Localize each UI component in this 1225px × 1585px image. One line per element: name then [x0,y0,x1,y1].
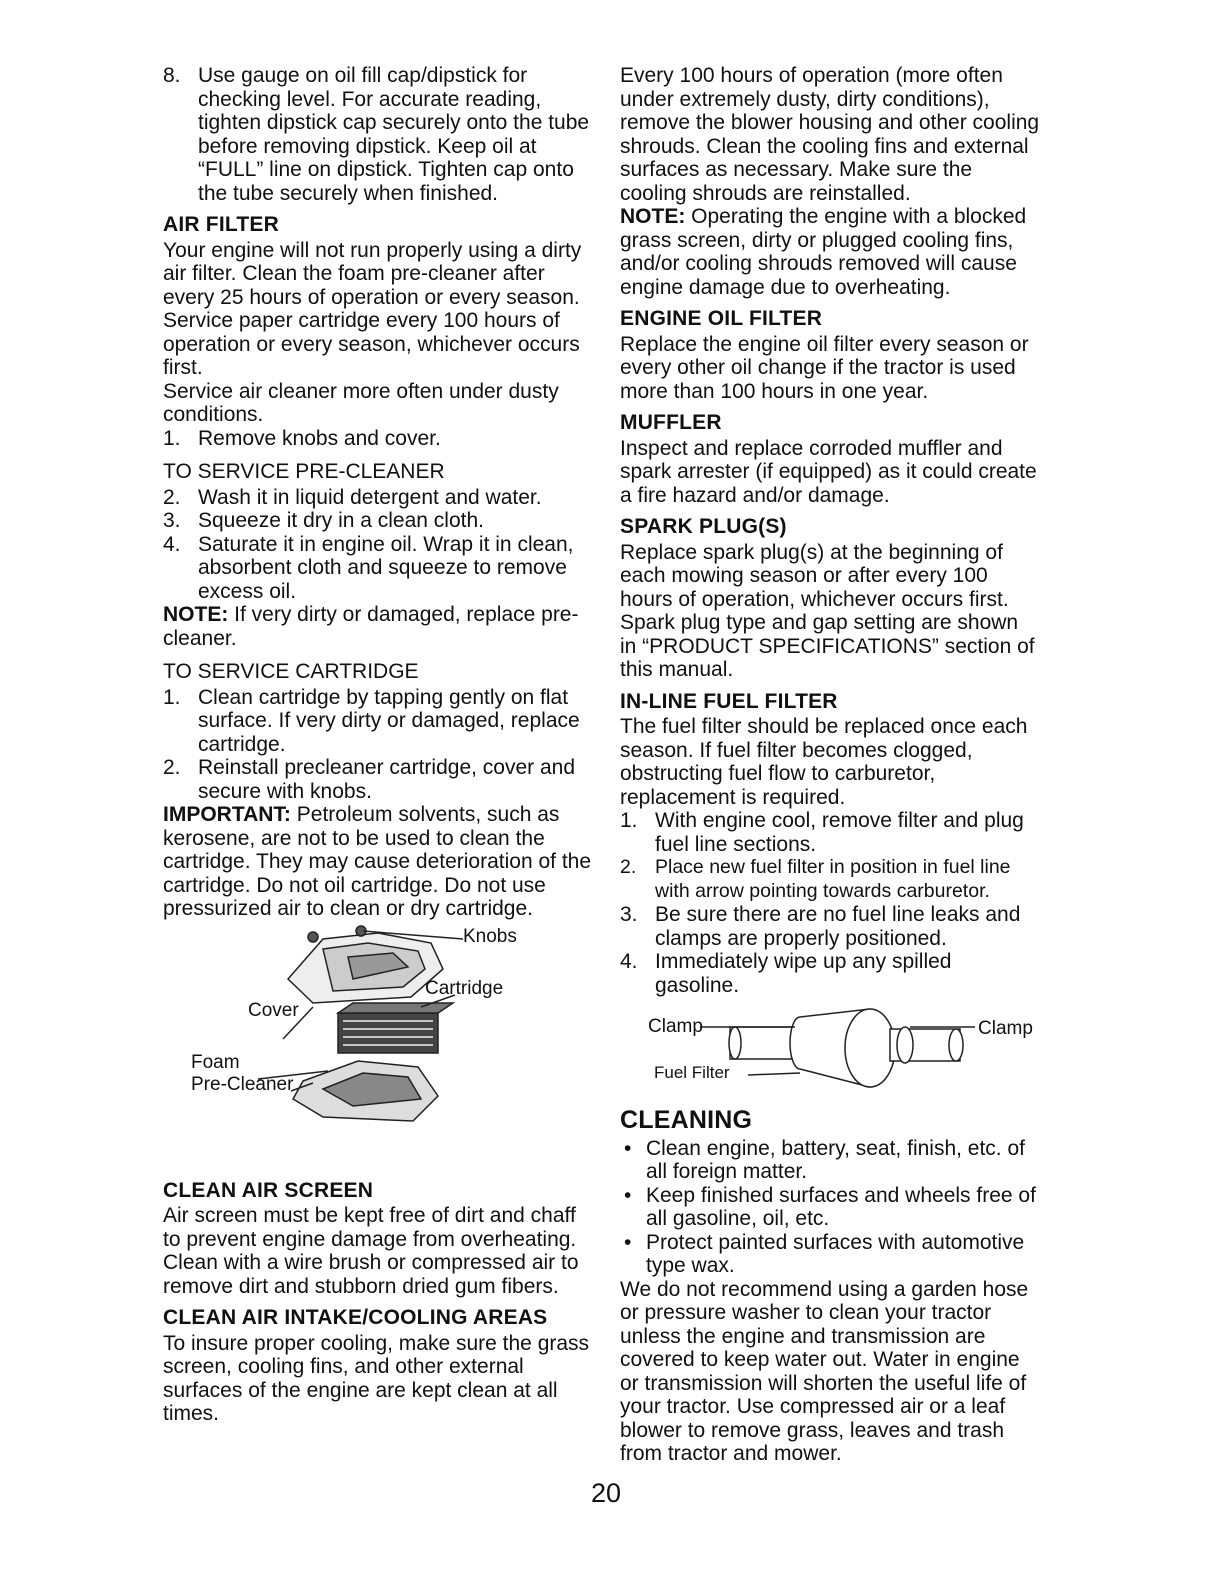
list-item: 2. Wash it in liquid detergent and water. [163,485,542,509]
oil-filter-heading: ENGINE OIL FILTER [620,307,823,330]
important-note: IMPORTANT: Petroleum solvents, such as kerosene, are not to be used to clean the cartridge. They may cause deterioration of the cartridge. Do not oil cartridge. Do not use pressurized air to clean or dry cartridge. [163,803,592,920]
air-filter-diagram [163,921,593,1171]
remove-knobs-step: 1. Remove knobs and cover. [163,426,441,450]
air-filter-heading: AIR FILTER [163,213,279,236]
pre-cleaner-heading: TO SERVICE PRE-CLEANER [163,460,445,483]
cartridge-label: Cartridge [425,977,504,999]
cartridge-steps [163,686,593,804]
list-item: 2. Reinstall precleaner cartridge, cover and secure with knobs. [163,756,576,803]
fuel-filter-text: The fuel filter should be replaced once each season. If fuel filter becomes clogged, obstructing fuel flow to carburetor, replacement is required. [620,715,1028,809]
foam-label: Foam [191,1051,240,1073]
cartridge-heading: TO SERVICE CARTRIDGE [163,660,419,683]
cooling-note: NOTE: Operating the engine with a blocked grass screen, dirty or plugged cooling fins, and/or cooling shrouds removed will cause engine damage due to overheating. [620,205,1027,299]
oil-check-step: 8. Use gauge on oil fill cap/dipstick for checking level. For accurate reading, tighten dipstick cap securely onto the tube before removing dipstick. Keep oil at “FULL” line on dipstick. Tighten cap onto the tube securely when finished. [163,64,593,205]
air-filter-paragraph-2: Service air cleaner more often under dusty conditions. [163,379,559,426]
left-column [163,64,593,1426]
list-item: 4. Saturate it in engine oil. Wrap it in clean, absorbent cloth and squeeze to remove excess oil. [163,532,574,603]
intake-text: To insure proper cooling, make sure the grass screen, cooling fins, and other external surfaces of the engine are kept clean at all times. [163,1331,590,1425]
clean-air-screen-text: Air screen must be kept free of dirt and chaff to prevent engine damage from overheating. Clean with a wire brush or compressed air to remove dirt and stubborn dried gum fibers. [163,1204,579,1298]
oil-filter-text: Replace the engine oil filter every season or every other oil change if the tractor is used more than 100 hours in one year. [620,332,1029,403]
list-item: • Protect painted surfaces with automotive type wax. [624,1230,1025,1277]
pre-cleaner-label: Pre-Cleaner [191,1073,294,1095]
cover-label: Cover [248,999,299,1021]
air-filter-paragraph: Your engine will not run properly using a dirty air filter. Clean the foam pre-cleaner after every 25 hours of operation or every season. Service paper cartridge every 100 hours of operation or every season, whichever occurs first. [163,238,582,379]
list-item: 2. Place new fuel filter in position in fuel line with arrow pointing towards carburetor. [620,856,1011,902]
step-text: Use gauge on oil fill cap/dipstick for checking level. For accurate reading, tighten dipstick cap securely onto the tube before removing dipstick. Keep oil at “FULL” line on dipstick. Tighten cap onto the tube securely when finished. [198,64,590,205]
clamp-right-label: Clamp [978,1018,1033,1039]
clean-air-screen-heading: CLEAN AIR SCREEN [163,1178,374,1202]
page-number: 20 [591,1478,622,1508]
cleaning-heading: CLEANING [620,1106,753,1134]
list-item: 3. Be sure there are no fuel line leaks and clamps are properly positioned. [620,903,1021,950]
cleaning-bullets [620,1137,1040,1278]
pre-cleaner-note: NOTE: If very dirty or damaged, replace pre-cleaner. [163,603,579,650]
knobs-label: Knobs [463,925,517,947]
list-item: 1. With engine cool, remove filter and plug fuel line sections. [620,809,1024,856]
clamp-left-label: Clamp [648,1016,703,1037]
right-column [620,64,1040,1466]
spark-plug-heading: SPARK PLUG(S) [620,515,787,538]
muffler-text: Inspect and replace corroded muffler and spark arrester (if equipped) as it could create a fire hazard and/or damage. [620,436,1037,507]
fuel-filter-steps [620,809,1040,997]
intake-heading: CLEAN AIR INTAKE/COOLING AREAS [163,1306,548,1329]
fuel-filter-heading: IN-LINE FUEL FILTER [620,689,838,713]
muffler-heading: MUFFLER [620,411,722,434]
fuel-filter-label: Fuel Filter [654,1063,730,1082]
pre-cleaner-steps [163,486,593,604]
fuel-filter-diagram [620,997,1040,1097]
list-item: 1. Clean cartridge by tapping gently on flat surface. If very dirty or damaged, replace cartridge. [163,685,580,756]
list-item: 4. Immediately wipe up any spilled gasoline. [620,950,952,997]
spark-plug-text: Replace spark plug(s) at the beginning of each mowing season or after every 100 hours of operation, whichever occurs first. Spark plug type and gap setting are shown in “PRODUCT SPECIFICATIONS” section of this manual. [620,540,1035,681]
cooling-intro: Every 100 hours of operation (more often under extremely dusty, dirty conditions), remove the blower housing and other cooling shrouds. Clean the cooling fins and external surfaces as necessary. Make sure the cooling shrouds are reinstalled. [620,64,1040,205]
cleaning-text: We do not recommend using a garden hose or pressure washer to clean your tractor unless the engine and transmission are covered to keep water out. Water in engine or transmission will shorten the useful life of your tractor. Use compressed air or a leaf blower to remove grass, leaves and trash from tractor and mower. [620,1277,1029,1465]
air-filter-illustration [163,921,593,1171]
list-item: • Keep finished surfaces and wheels free of all gasoline, oil, etc. [624,1183,1036,1230]
list-item: 3. Squeeze it dry in a clean cloth. [163,509,485,532]
list-item: • Clean engine, battery, seat, finish, etc. of all foreign matter. [624,1136,1025,1183]
